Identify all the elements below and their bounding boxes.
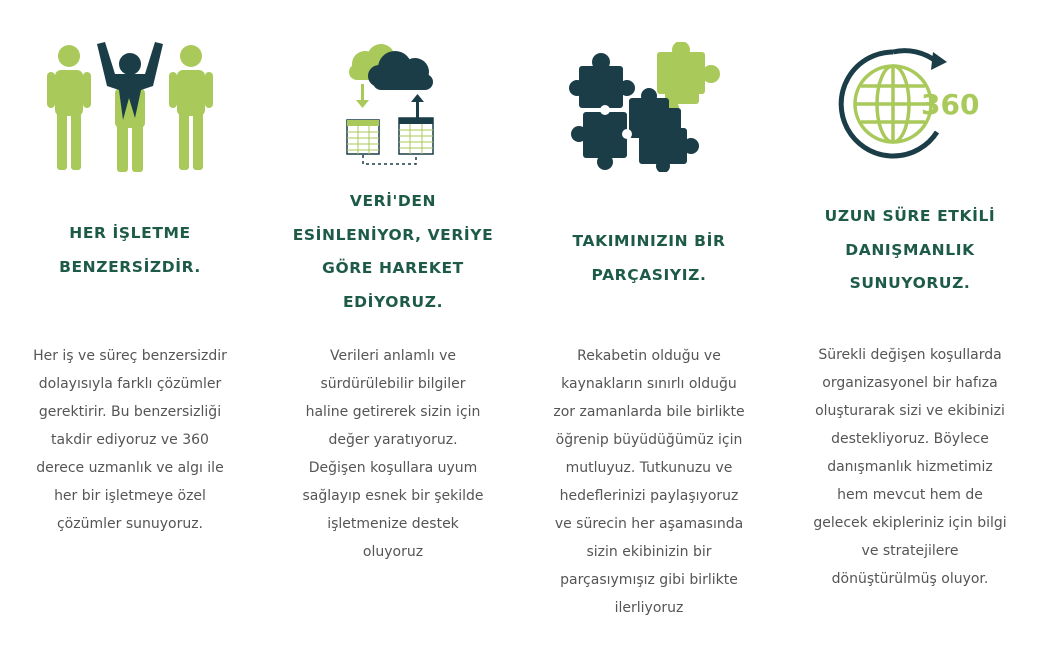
cloud-data-sync-icon xyxy=(278,42,508,170)
globe-360-text: 360 xyxy=(921,88,980,121)
feature-card-long-term-consulting xyxy=(795,0,1025,650)
feature-card-unique-business xyxy=(15,0,245,650)
feature-title: UZUN SÜRE ETKİLİ DANIŞMANLIK SUNUYORUZ. xyxy=(824,207,996,292)
people-celebrating-icon xyxy=(15,38,245,178)
feature-description: Sürekli değişen koşullarda organizasyonel bir hafıza oluşturarak sizi ve ekibinizi destekliyoruz. Böylece danışmanlık hizmetimiz hem mevcut hem de gelecek ekipleriniz için bilgi ve stratejilere dönüştürülmüş oluyor. xyxy=(813,347,1007,587)
globe-360-icon xyxy=(795,40,1025,170)
feature-description: Verileri anlamlı ve sürdürülebilir bilgiler haline getirerek sizin için değer yaratıyoruz. Değişen koşullara uyum sağlayıp esnek bir şekilde işletmenize destek oluyoruz xyxy=(302,348,484,560)
feature-description: Rekabetin olduğu ve kaynakların sınırlı olduğu zor zamanlarda bile birlikte öğrenip büyüdüğümüz için mutluyuz. Tutkunuzu ve hedeflerinizi paylaşıyoruz ve sürecin her aşamasında sizin ekibinizin bir parçasıymışız gibi birlikte ilerliyoruz xyxy=(553,348,745,616)
feature-title: HER İŞLETME BENZERSİZDİR. xyxy=(59,224,201,276)
feature-card-team-part xyxy=(534,0,764,650)
feature-description: Her iş ve süreç benzersizdir dolayısıyla farklı çözümler gerektirir. Bu benzersizliği takdir ediyoruz ve 360 derece uzmanlık ve algı ile her bir işletmeye özel çözümler sunuyoruz. xyxy=(33,348,227,532)
feature-title: VERİ'DEN ESİNLENİYOR, VERİYE GÖRE HAREKET EDİYORUZ. xyxy=(292,192,494,311)
feature-card-data-driven xyxy=(278,0,508,650)
feature-title: TAKIMINIZIN BİR PARÇASIYIZ. xyxy=(572,232,726,284)
puzzle-pieces-icon xyxy=(534,42,764,172)
